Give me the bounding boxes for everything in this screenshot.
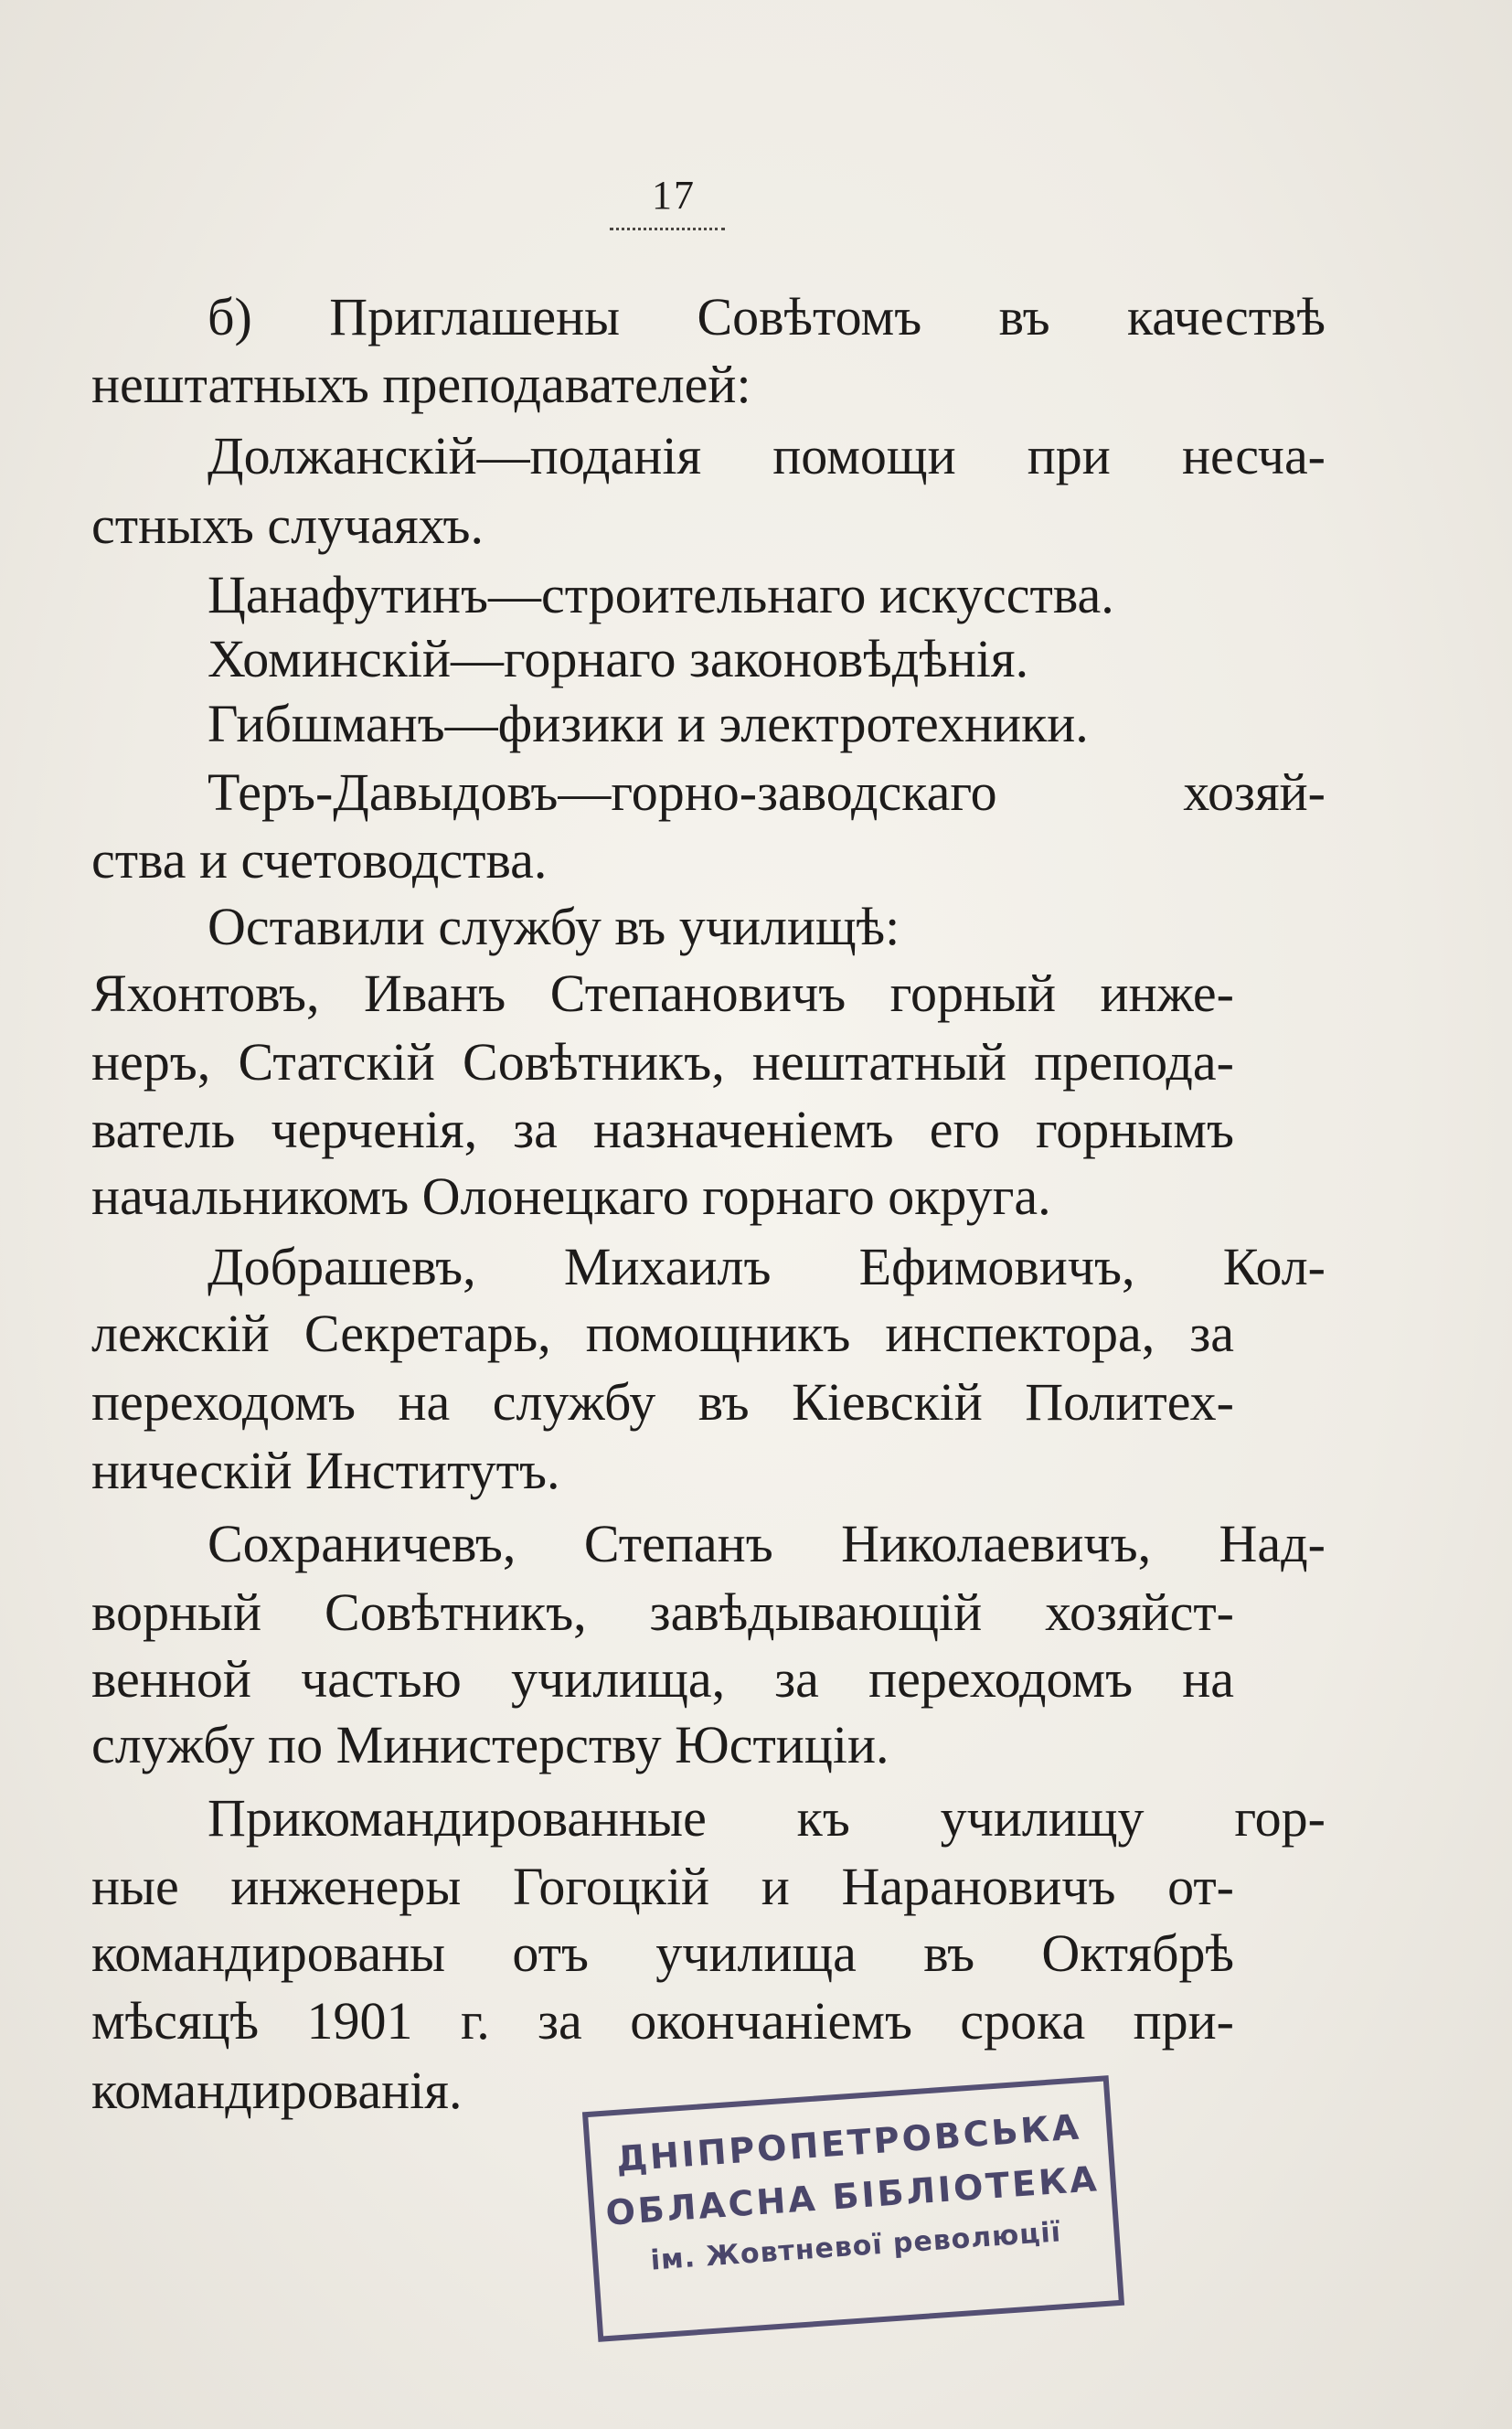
text-line: ническій Институтъ. — [91, 1441, 560, 1500]
text-line: Яхонтовъ, Иванъ Степановичъ горный инже- — [91, 964, 1234, 1023]
text-line: службу по Министерству Юстиціи. — [91, 1715, 889, 1774]
text-line: Добрашевъ, Михаилъ Ефимовичъ, Кол- — [208, 1237, 1326, 1296]
stamp-line: ДНІПРОПЕТРОВСЬКА — [614, 2106, 1083, 2179]
text-line: Прикомандированные къ училищу гор- — [208, 1788, 1326, 1848]
text-line: командированія. — [91, 2061, 463, 2120]
text-line: ные инженеры Гогоцкій и Нарановичъ от- — [91, 1857, 1234, 1916]
text-line: венной частью училища, за переходомъ на — [91, 1649, 1234, 1709]
text-line: командированы отъ училища въ Октябрѣ — [91, 1923, 1234, 1983]
text-line: мѣсяцѣ 1901 г. за окончаніемъ срока при- — [91, 1991, 1234, 2051]
text-line: Сохраничевъ, Степанъ Николаевичъ, Над- — [208, 1514, 1326, 1573]
text-line: ватель черченія, за назначеніемъ его горнымъ — [91, 1100, 1234, 1159]
library-stamp — [582, 2075, 1124, 2342]
text-line: нештатныхъ преподавателей: — [91, 355, 751, 414]
text-line: лежскій Секретарь, помощникъ инспектора, за — [91, 1304, 1234, 1363]
text-line: Оставили службу въ училищѣ: — [208, 897, 900, 956]
text-line: Гибшманъ—физики и электротехники. — [208, 694, 1089, 753]
text-line: начальникомъ Олонецкаго горнаго округа. — [91, 1167, 1051, 1226]
text-line: Хоминскій—горнаго законовѣдѣнія. — [208, 629, 1029, 688]
text-line: б) Приглашены Совѣтомъ въ качествѣ — [208, 287, 1326, 346]
page-number-rule — [610, 228, 725, 230]
text-line: переходомъ на службу въ Кіевскій Политех- — [91, 1372, 1234, 1432]
text-line: Теръ-Давыдовъ—горно-заводскаго хозяй- — [208, 762, 1326, 822]
text-line: стныхъ случаяхъ. — [91, 495, 484, 555]
text-line: Цанафутинъ—строительнаго искусства. — [208, 565, 1114, 624]
text-line: неръ, Статскій Совѣтникъ, нештатный препода- — [91, 1032, 1234, 1092]
text-line: ворный Совѣтникъ, завѣдывающій хозяйст- — [91, 1582, 1234, 1642]
stamp-line: ім. Жовтневої революції — [649, 2216, 1063, 2277]
text-line: Должанскій—поданія помощи при несча- — [208, 426, 1326, 485]
text-line: ства и счетоводства. — [91, 830, 548, 890]
page-number: 17 — [652, 173, 696, 218]
stamp-line: ОБЛАСНА БІБЛІОТЕКА — [604, 2158, 1101, 2233]
